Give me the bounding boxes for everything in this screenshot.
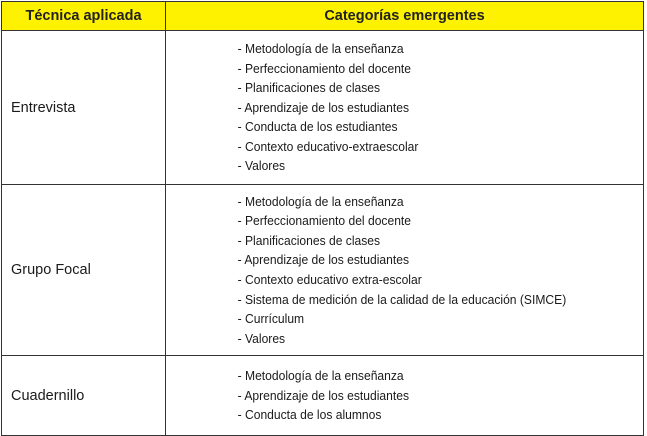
category-item: - Planificaciones de clases <box>237 232 381 248</box>
technique-cell: Cuadernillo <box>2 356 166 435</box>
table-row <box>2 185 643 356</box>
category-item: - Aprendizaje de los estudiantes <box>237 387 410 403</box>
category-item: - Perfeccionamiento del docente <box>237 213 412 229</box>
category-item: - Perfeccionamiento del docente <box>237 60 412 76</box>
table-row <box>2 356 643 435</box>
category-item: - Metodología de la enseñanza <box>237 368 404 384</box>
category-item: - Metodología de la enseñanza <box>237 40 404 56</box>
categories-cell <box>166 356 610 435</box>
header-categories: Categorías emergentes <box>324 8 485 24</box>
category-item: - Contexto educativo-extraescolar <box>237 138 419 154</box>
category-item: - Conducta de los alumnos <box>237 407 382 423</box>
category-item: - Sistema de medición de la calidad de la educación (SIMCE) <box>237 291 567 307</box>
category-item: - Valores <box>237 330 286 346</box>
category-item: - Aprendizaje de los estudiantes <box>237 252 410 268</box>
category-item: - Planificaciones de clases <box>237 80 381 96</box>
table-header <box>2 2 643 31</box>
category-item: - Currículum <box>237 311 305 327</box>
category-item: - Valores <box>237 158 286 174</box>
category-item: - Metodología de la enseñanza <box>237 193 404 209</box>
category-item: - Aprendizaje de los estudiantes <box>237 99 410 115</box>
technique-cell: Entrevista <box>2 31 166 184</box>
categories-cell <box>166 185 610 355</box>
category-item: - Conducta de los estudiantes <box>237 119 398 135</box>
header-technique: Técnica aplicada <box>2 2 166 30</box>
technique-cell: Grupo Focal <box>2 185 166 355</box>
table-row <box>2 31 643 185</box>
categories-cell <box>166 31 610 184</box>
category-item: - Contexto educativo extra-escolar <box>237 272 422 287</box>
categories-table <box>1 1 644 436</box>
